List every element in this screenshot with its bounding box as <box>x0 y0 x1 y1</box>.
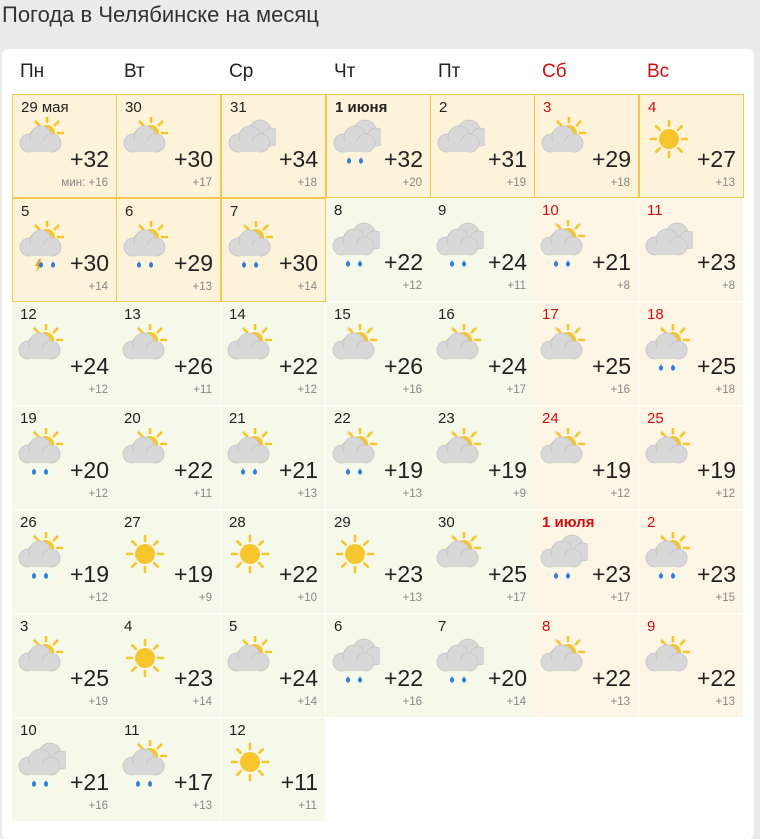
day-date: 20 <box>124 410 141 427</box>
day-date: 13 <box>124 306 141 323</box>
min-temperature: +12 <box>402 280 422 292</box>
day-cell[interactable] <box>534 614 639 718</box>
max-temperature: +23 <box>696 561 736 587</box>
min-temperature: +12 <box>610 488 630 500</box>
min-temperature: +8 <box>721 280 735 292</box>
cloudy-icon <box>226 117 276 173</box>
max-temperature: +26 <box>173 353 213 379</box>
day-date: 18 <box>647 306 664 323</box>
day-cell[interactable] <box>639 406 744 510</box>
day-date: 29 мая <box>21 99 69 116</box>
weekday-label: Сб <box>542 61 567 82</box>
weekday-label: Вс <box>647 61 670 82</box>
min-temperature: +18 <box>610 177 630 189</box>
day-date: 31 <box>230 99 247 116</box>
day-cell[interactable] <box>534 406 639 510</box>
day-date: 23 <box>438 410 455 427</box>
partly-cloudy-icon <box>643 428 693 484</box>
partly-cloudy-icon <box>121 117 171 173</box>
min-temperature: +11 <box>507 280 526 292</box>
day-date: 1 июля <box>542 514 595 531</box>
day-date: 12 <box>229 722 246 739</box>
day-date: 11 <box>647 202 663 219</box>
max-temperature: +25 <box>69 665 109 691</box>
day-date: 7 <box>438 618 447 635</box>
min-temperature: +13 <box>715 177 735 189</box>
day-cell[interactable] <box>534 94 639 198</box>
partly-cloudy-rain-icon <box>120 740 170 796</box>
day-date: 3 <box>543 99 552 116</box>
max-temperature: +19 <box>591 457 631 483</box>
partly-cloudy-icon <box>17 117 67 173</box>
partly-cloudy-rain-icon <box>16 428 66 484</box>
day-date: 3 <box>20 618 29 635</box>
weekday-label: Пн <box>20 61 45 82</box>
partly-cloudy-rain-icon <box>643 324 693 380</box>
partly-cloudy-icon <box>434 532 484 588</box>
sun-icon <box>225 532 275 588</box>
day-cell[interactable] <box>326 406 431 510</box>
day-cell[interactable] <box>326 198 431 302</box>
min-temperature: +13 <box>192 281 212 293</box>
partly-cloudy-rain-icon <box>330 428 380 484</box>
max-temperature: +22 <box>383 249 423 275</box>
min-temperature: +14 <box>297 696 317 708</box>
min-temperature: +12 <box>88 384 108 396</box>
min-temperature: +14 <box>192 696 212 708</box>
min-temperature: +13 <box>402 592 422 604</box>
min-temperature: +19 <box>88 696 108 708</box>
min-temperature: +14 <box>88 281 108 293</box>
min-temperature: +13 <box>715 696 735 708</box>
partly-cloudy-icon <box>538 324 588 380</box>
day-cell[interactable] <box>221 302 326 406</box>
max-temperature: +19 <box>383 457 423 483</box>
max-temperature: +25 <box>696 353 736 379</box>
day-cell[interactable] <box>326 94 431 198</box>
max-temperature: +30 <box>69 250 109 276</box>
weekday-label: Вт <box>124 61 145 82</box>
day-date: 16 <box>438 306 455 323</box>
max-temperature: +19 <box>173 561 213 587</box>
min-temperature: +12 <box>297 384 317 396</box>
partly-cloudy-rain-icon <box>121 221 171 277</box>
day-date: 7 <box>230 203 239 220</box>
day-cell[interactable] <box>116 406 221 510</box>
min-temperature: +16 <box>402 696 422 708</box>
partly-cloudy-rain-icon <box>538 220 588 276</box>
day-cell[interactable] <box>12 510 117 614</box>
max-temperature: +24 <box>69 353 109 379</box>
day-cell[interactable] <box>430 614 535 718</box>
max-temperature: +24 <box>487 353 527 379</box>
day-cell[interactable] <box>639 614 744 718</box>
max-temperature: +19 <box>487 457 527 483</box>
weekday-header-row <box>12 58 752 88</box>
day-cell[interactable] <box>12 302 117 406</box>
partly-cloudy-icon <box>225 324 275 380</box>
day-date: 2 <box>439 99 448 116</box>
min-temperature: мин: +16 <box>61 177 108 189</box>
partly-cloudy-icon <box>538 428 588 484</box>
day-cell[interactable] <box>221 510 326 614</box>
max-temperature: +19 <box>696 457 736 483</box>
day-cell[interactable] <box>116 94 221 198</box>
day-date: 26 <box>20 514 37 531</box>
max-temperature: +32 <box>69 146 109 172</box>
min-temperature: +13 <box>192 800 212 812</box>
min-temperature: +9 <box>198 592 212 604</box>
day-cell[interactable] <box>12 718 117 822</box>
max-temperature: +24 <box>278 665 318 691</box>
day-cell[interactable] <box>430 510 535 614</box>
cloudy-rain-icon <box>538 532 588 588</box>
min-temperature: +11 <box>298 800 317 812</box>
min-temperature: +8 <box>616 280 630 292</box>
partly-cloudy-icon <box>330 324 380 380</box>
min-temperature: +19 <box>506 177 526 189</box>
day-date: 4 <box>648 99 657 116</box>
day-cell[interactable] <box>221 718 326 822</box>
max-temperature: +31 <box>487 146 527 172</box>
sun-icon <box>644 117 694 173</box>
sun-icon <box>330 532 380 588</box>
partly-cloudy-icon <box>434 324 484 380</box>
day-cell[interactable] <box>430 406 535 510</box>
day-cell[interactable] <box>430 94 535 198</box>
day-cell[interactable] <box>116 198 221 302</box>
day-date: 2 <box>647 514 656 531</box>
day-date: 9 <box>647 618 656 635</box>
cloudy-rain-icon <box>16 740 66 796</box>
day-date: 5 <box>229 618 238 635</box>
min-temperature: +18 <box>297 177 317 189</box>
weekday-label: Ср <box>229 61 254 82</box>
day-date: 5 <box>21 203 30 220</box>
max-temperature: +25 <box>487 561 527 587</box>
day-cell[interactable] <box>12 94 117 198</box>
day-cell[interactable] <box>116 510 221 614</box>
cloudy-rain-icon <box>434 636 484 692</box>
max-temperature: +20 <box>487 665 527 691</box>
partly-cloudy-icon <box>16 324 66 380</box>
day-cell[interactable] <box>534 198 639 302</box>
day-date: 9 <box>438 202 447 219</box>
max-temperature: +21 <box>278 457 318 483</box>
max-temperature: +34 <box>278 146 318 172</box>
partly-cloudy-icon <box>16 636 66 692</box>
day-date: 30 <box>125 99 142 116</box>
min-temperature: +17 <box>506 384 526 396</box>
weekday-label: Пт <box>438 61 461 82</box>
min-temperature: +11 <box>193 384 212 396</box>
partly-cloudy-thunder-icon <box>17 221 67 277</box>
min-temperature: +17 <box>610 592 630 604</box>
max-temperature: +29 <box>173 250 213 276</box>
min-temperature: +15 <box>715 592 735 604</box>
min-temperature: +9 <box>512 488 526 500</box>
day-cell[interactable] <box>534 302 639 406</box>
day-cell[interactable] <box>12 198 117 302</box>
partly-cloudy-icon <box>434 428 484 484</box>
day-date: 27 <box>124 514 141 531</box>
sun-icon <box>120 532 170 588</box>
max-temperature: +21 <box>591 249 631 275</box>
weekday-label: Чт <box>334 61 356 82</box>
day-cell[interactable] <box>326 510 431 614</box>
day-date: 11 <box>124 722 140 739</box>
partly-cloudy-rain-icon <box>225 428 275 484</box>
min-temperature: +12 <box>88 592 108 604</box>
max-temperature: +23 <box>591 561 631 587</box>
day-date: 4 <box>124 618 133 635</box>
day-date: 19 <box>20 410 37 427</box>
min-temperature: +18 <box>715 384 735 396</box>
day-cell[interactable] <box>430 302 535 406</box>
min-temperature: +13 <box>297 488 317 500</box>
day-date: 1 июня <box>335 99 388 116</box>
min-temperature: +14 <box>297 281 317 293</box>
day-cell[interactable] <box>116 718 221 822</box>
min-temperature: +20 <box>402 177 422 189</box>
sun-icon <box>120 636 170 692</box>
day-date: 15 <box>334 306 351 323</box>
min-temperature: +12 <box>715 488 735 500</box>
partly-cloudy-rain-icon <box>16 532 66 588</box>
max-temperature: +24 <box>487 249 527 275</box>
day-cell[interactable] <box>326 302 431 406</box>
max-temperature: +21 <box>69 769 109 795</box>
max-temperature: +29 <box>591 146 631 172</box>
sun-icon <box>225 740 275 796</box>
max-temperature: +22 <box>278 353 318 379</box>
day-date: 25 <box>647 410 664 427</box>
max-temperature: +22 <box>591 665 631 691</box>
day-date: 6 <box>125 203 134 220</box>
max-temperature: +23 <box>696 249 736 275</box>
partly-cloudy-icon <box>225 636 275 692</box>
max-temperature: +25 <box>591 353 631 379</box>
max-temperature: +20 <box>69 457 109 483</box>
cloudy-rain-icon <box>330 220 380 276</box>
day-date: 21 <box>229 410 246 427</box>
partly-cloudy-icon <box>120 428 170 484</box>
day-date: 10 <box>542 202 559 219</box>
day-cell[interactable] <box>639 510 744 614</box>
day-cell[interactable] <box>639 94 744 198</box>
partly-cloudy-rain-icon <box>226 221 276 277</box>
min-temperature: +13 <box>402 488 422 500</box>
day-date: 28 <box>229 514 246 531</box>
cloudy-rain-icon <box>330 636 380 692</box>
day-date: 10 <box>20 722 37 739</box>
min-temperature: +16 <box>88 800 108 812</box>
day-cell[interactable] <box>534 510 639 614</box>
day-cell[interactable] <box>12 406 117 510</box>
day-date: 24 <box>542 410 559 427</box>
partly-cloudy-icon <box>538 636 588 692</box>
day-cell[interactable] <box>221 94 326 198</box>
max-temperature: +22 <box>173 457 213 483</box>
max-temperature: +19 <box>69 561 109 587</box>
max-temperature: +11 <box>280 769 318 795</box>
max-temperature: +23 <box>383 561 423 587</box>
cloudy-rain-icon <box>434 220 484 276</box>
partly-cloudy-icon <box>539 117 589 173</box>
max-temperature: +30 <box>173 146 213 172</box>
day-cell[interactable] <box>116 614 221 718</box>
max-temperature: +22 <box>278 561 318 587</box>
min-temperature: +12 <box>88 488 108 500</box>
calendar-grid <box>12 94 748 824</box>
min-temperature: +17 <box>506 592 526 604</box>
day-date: 29 <box>334 514 351 531</box>
day-date: 6 <box>334 618 343 635</box>
day-date: 17 <box>542 306 559 323</box>
cloudy-icon <box>435 117 485 173</box>
day-cell[interactable] <box>221 614 326 718</box>
day-cell[interactable] <box>639 302 744 406</box>
day-date: 8 <box>542 618 551 635</box>
day-cell[interactable] <box>430 198 535 302</box>
day-date: 22 <box>334 410 351 427</box>
max-temperature: +22 <box>696 665 736 691</box>
max-temperature: +32 <box>383 146 423 172</box>
cloudy-rain-icon <box>331 117 381 173</box>
min-temperature: +17 <box>192 177 212 189</box>
min-temperature: +11 <box>193 488 212 500</box>
min-temperature: +10 <box>297 592 317 604</box>
day-date: 12 <box>20 306 37 323</box>
min-temperature: +14 <box>506 696 526 708</box>
max-temperature: +27 <box>696 146 736 172</box>
day-cell[interactable] <box>12 614 117 718</box>
max-temperature: +23 <box>173 665 213 691</box>
max-temperature: +17 <box>173 769 213 795</box>
day-date: 30 <box>438 514 455 531</box>
page-title: Погода в Челябинске на месяц <box>2 2 319 27</box>
partly-cloudy-rain-icon <box>643 532 693 588</box>
partly-cloudy-icon <box>643 636 693 692</box>
day-cell[interactable] <box>639 198 744 302</box>
cloudy-icon <box>643 220 693 276</box>
max-temperature: +26 <box>383 353 423 379</box>
day-cell[interactable] <box>221 406 326 510</box>
day-cell[interactable] <box>221 198 326 302</box>
day-cell[interactable] <box>326 614 431 718</box>
partly-cloudy-icon <box>120 324 170 380</box>
max-temperature: +30 <box>278 250 318 276</box>
day-cell[interactable] <box>116 302 221 406</box>
day-date: 14 <box>229 306 246 323</box>
day-date: 8 <box>334 202 343 219</box>
min-temperature: +16 <box>610 384 630 396</box>
min-temperature: +16 <box>402 384 422 396</box>
min-temperature: +13 <box>610 696 630 708</box>
max-temperature: +22 <box>383 665 423 691</box>
